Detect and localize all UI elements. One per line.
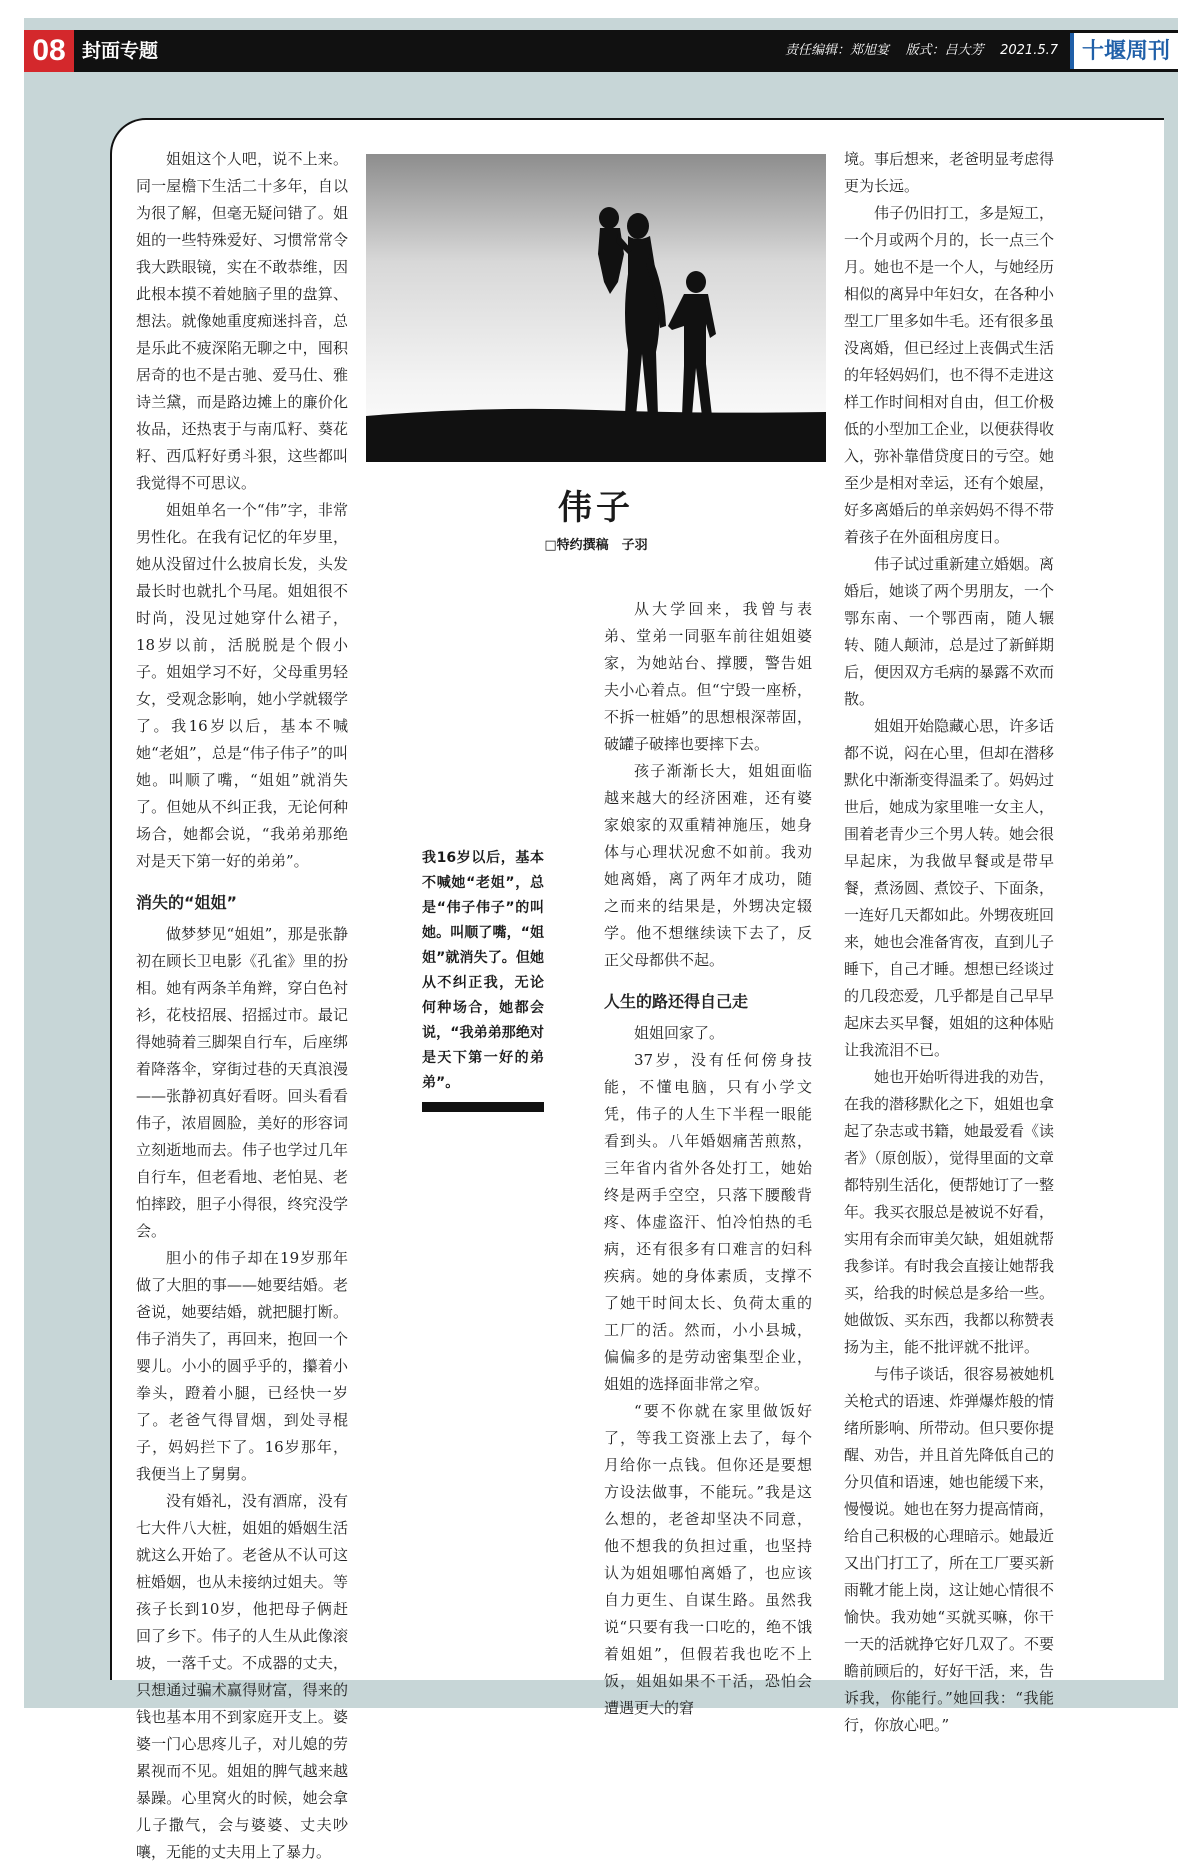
paragraph: 与伟子谈话，很容易被她机关枪式的语速、炸弹爆炸般的情绪所影响、所带动。但只要你提醒、劝告，并且首先降低自己的分贝值和语速，她也能缓下来，慢慢说。她也在努力提高情商，给自己积极的心理暗示。她最近又出门打工了，所在工厂要买新雨靴才能上岗，这让她心情很不愉快。我劝她“买就买嘛，你干一天的活就挣它好几双了。不要瞻前顾后的，好好干活，来，告诉我，你能行。”她回我：“我能行，你放心吧。”: [844, 1365, 1055, 1734]
article-column-2: [604, 596, 812, 1722]
paragraph: 做梦梦见“姐姐”，那是张静初在顾长卫电影《孔雀》里的扮相。她有两条羊角辫，穿白色衬衫，花枝招展、招摇过市。最记得她骑着三脚架自行车，后座绑着降落伞，穿街过巷的天真浪漫——张静初真好看呀。回头看看伟子，浓眉圆脸，美好的形容词立刻逝地而去。伟子也学过几年自行车，但老看地、老怕晃、老怕摔跤，胆子小得很，终究没学会。: [136, 925, 348, 1240]
paragraph: 境。事后想来，老爸明显考虑得更为长远。: [844, 150, 1055, 195]
paragraph: 姐姐单名一个“伟”字，非常男性化。在我有记忆的年岁里，她从没留过什么披肩长发，头发最长时也就扎个马尾。姐姐很不时尚，没见过她穿什么裙子，18岁以前，活脱脱是个假小子。姐姐学习不好，父母重男轻女，受观念影响，她小学就辍学了。我16岁以后，基本不喊她“老姐”，总是“伟子伟子”的叫她。叫顺了嘴，“姐姐”就消失了。但她从不纠正我，无论何种场合，她都会说，“我弟弟那绝对是天下第一好的弟弟”。: [136, 501, 348, 870]
section-heading: 人生的路还得自己走: [604, 992, 749, 1011]
paragraph: 姐姐开始隐藏心思，许多话都不说，闷在心里，但却在潜移默化中渐渐变得温柔了。妈妈过世后，她成为家里唯一女主人，围着老青少三个男人转。她会很早起床，为我做早餐或是带早餐，煮汤圆、煮饺子、下面条，一连好几天都如此。外甥夜班回来，她也会准备宵夜，直到儿子睡下，自己才睡。想想已经谈过的几段恋爱，几乎都是自己早早起床去买早餐，姐姐的这种体贴让我流泪不已。: [844, 717, 1055, 1059]
paragraph: 伟子试过重新建立婚姻。离婚后，她谈了两个男朋友，一个鄂东南、一个鄂西南，随人辗转、随人颠沛，总是过了新鲜期后，便因双方毛病的暴露不欢而散。: [844, 555, 1055, 708]
page-number: 08: [24, 30, 74, 72]
article-byline: □特约撰稿 子羽: [544, 538, 648, 553]
paragraph: 她也开始听得进我的劝告，在我的潜移默化之下，姐姐也拿起了杂志或书籍，她最爱看《读者》（原创版），觉得里面的文章都特别生活化，便帮她订了一整年。我买衣服总是被说不好看，实用有余而审美欠缺，姐姐就帮我参详。有时我会直接让她帮我买，给我的时候总是多给一些。她做饭、买东西，我都以称赞表扬为主，能不批评就不批评。: [844, 1068, 1055, 1356]
section-heading: 消失的“姐姐”: [136, 893, 238, 912]
paragraph: 胆小的伟子却在19岁那年做了大胆的事——她要结婚。老爸说，她要结婚，就把腿打断。伟子消失了，再回来，抱回一个婴儿。小小的圆乎乎的，攥着小拳头，蹬着小腿，已经快一岁了。老爸气得冒烟，到处寻棍子，妈妈拦下了。16岁那年，我便当上了舅舅。: [136, 1249, 348, 1483]
paragraph: 伟子仍旧打工，多是短工，一个月或两个月的，长一点三个月。她也不是一个人，与她经历相似的离异中年妇女，在各种小型工厂里多如牛毛。还有很多虽没离婚，但已经过上丧偶式生活的年轻妈妈们，也不得不走进这样工作时间相对自由，但工价极低的小型加工企业，以便获得收入，弥补靠借贷度日的亏空。她至少是相对幸运，还有个娘屋，好多离婚后的单亲妈妈不得不带着孩子在外面租房度日。: [844, 204, 1055, 546]
paragraph: “要不你就在家里做饭好了，等我工资涨上去了，每个月给你一点钱。但你还是要想方设法做事，不能玩。”我是这么想的，老爸却坚决不同意，他不想我的负担过重，也坚持认为姐姐哪怕离婚了，也应该自力更生、自谋生路。虽然我说“只要有我一口吃的，绝不饿着姐姐”，但假若我也吃不上饭，姐姐如果不干活，恐怕会遭遇更大的窘: [604, 1402, 812, 1717]
paragraph: 姐姐回家了。: [634, 1024, 725, 1042]
article-column-1: [136, 146, 348, 1866]
paragraph: 从大学回来，我曾与表弟、堂弟一同驱车前往姐姐婆家，为她站台、撑腰，警告姐夫小心着点。但“宁毁一座桥，不拆一桩婚”的思想根深蒂固，破罐子破摔也要摔下去。: [604, 600, 812, 753]
paragraph: 37岁，没有任何傍身技能，不懂电脑，只有小学文凭，伟子的人生下半程一眼能看到头。八年婚姻痛苦煎熬，三年省内省外各处打工，她始终是两手空空，只落下腰酸背疼、体虚盗汗、怕冷怕热的毛病，还有很多有口难言的妇科疾病。她的身体素质，支撑不了她干时间太长、负荷太重的工厂的活。然而，小小县城，偏偏多的是劳动密集型企业，姐姐的选择面非常之窄。: [604, 1051, 812, 1393]
paragraph: 没有婚礼，没有酒席，没有七大件八大桩，姐姐的婚姻生活就这么开始了。老爸从不认可这桩婚姻，也从未接纳过姐夫。等孩子长到10岁，他把母子俩赶回了乡下。伟子的人生从此像滚坡，一落千丈。不成器的丈夫，只想通过骗术赢得财富，得来的钱也基本用不到家庭开支上。婆婆一门心思疼儿子，对儿媳的劳累视而不见。姐姐的脾气越来越暴躁。心里窝火的时候，她会拿儿子撒气，会与婆婆、丈夫吵嚷，无能的丈夫用上了暴力。: [136, 1492, 348, 1861]
paragraph: 姐姐这个人吧，说不上来。同一屋檐下生活二十多年，自以为很了解，但毫无疑问错了。姐姐的一些特殊爱好、习惯常常令我大跌眼镜，实在不敢恭维，因此根本摸不着她脑子里的盘算、想法。就像她重度痴迷抖音，总是乐此不疲深陷无聊之中，囤积居奇的也不是古驰、爱马仕、雅诗兰黛，而是路边摊上的廉价化妆品，还热衷于与南瓜籽、葵花籽、西瓜籽好勇斗狠，这些都叫我觉得不可思议。: [136, 150, 348, 492]
newspaper-masthead: 十堰周刊: [1070, 33, 1178, 69]
pull-quote: 我16岁以后，基本不喊她“老姐”，总是“伟子伟子”的叫她。叫顺了嘴，“姐姐”就消失了。但她从不纠正我，无论何种场合，她都会说，“我弟弟那绝对是天下第一好的弟弟”。: [422, 846, 544, 1112]
section-title: 封面专题: [82, 40, 159, 62]
editor-credits: 责任编辑：郑旭宴 版式：吕大芳 2021.5.7: [785, 43, 1058, 58]
article-title: 伟子: [558, 488, 634, 528]
paragraph: 孩子渐渐长大，姐姐面临越来越大的经济困难，还有婆家娘家的双重精神施压，她身体与心理状况愈不如前。我劝她离婚，离了两年才成功，随之而来的结果是，外甥决定辍学。他不想继续读下去了，反正父母都供不起。: [604, 762, 812, 969]
page-header: [24, 30, 1178, 72]
article-column-3: [844, 146, 1054, 1739]
family-silhouette-photo: [366, 154, 826, 462]
